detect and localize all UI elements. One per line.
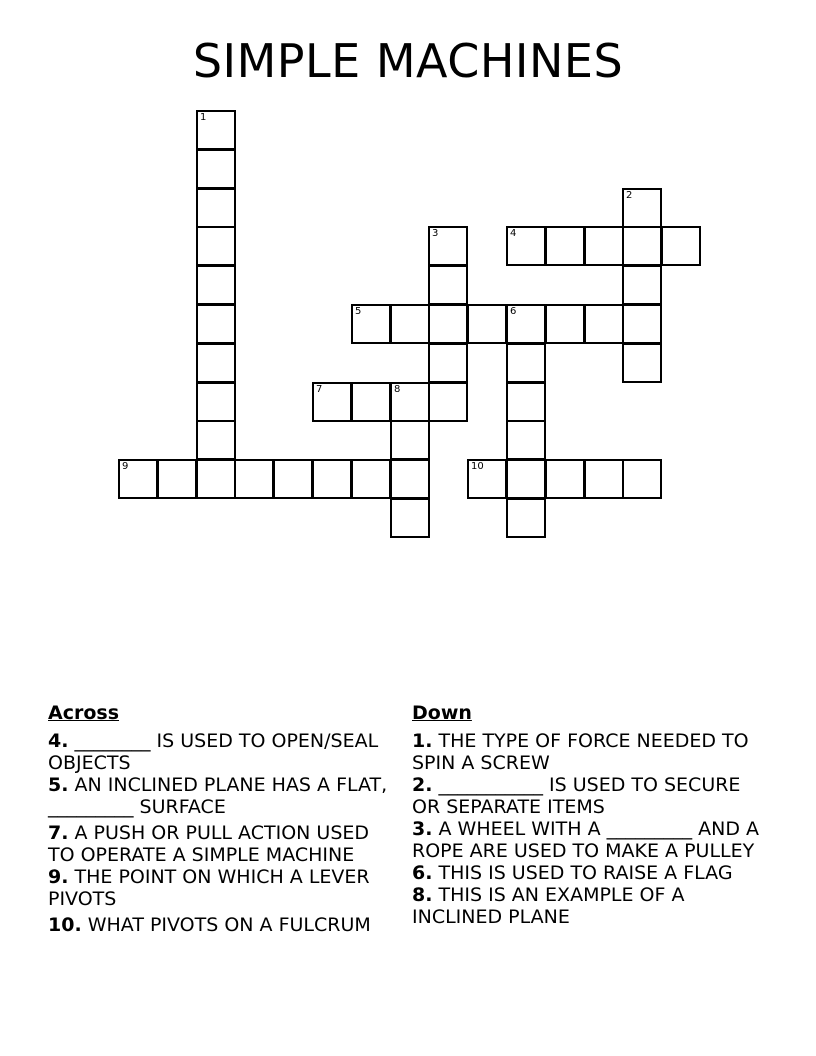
- crossword-cell[interactable]: [661, 226, 701, 266]
- clue-text: THIS IS USED TO RAISE A FLAG: [438, 862, 733, 884]
- across-heading: Across: [48, 702, 120, 724]
- crossword-cell[interactable]: [506, 382, 546, 422]
- crossword-cell[interactable]: [506, 498, 546, 538]
- cell-number: 3: [432, 228, 439, 239]
- crossword-cell[interactable]: [196, 265, 236, 305]
- cell-number: 1: [200, 112, 207, 123]
- crossword-cell[interactable]: [428, 382, 468, 422]
- crossword-cell[interactable]: [428, 304, 468, 344]
- crossword-cell[interactable]: [196, 459, 236, 499]
- clue-down-6: [412, 862, 762, 884]
- crossword-cell[interactable]: [196, 382, 236, 422]
- cell-number: 7: [316, 384, 323, 395]
- crossword-cell[interactable]: [506, 343, 546, 383]
- crossword-cell[interactable]: [506, 226, 546, 266]
- crossword-cell[interactable]: [273, 459, 313, 499]
- clue-number: 2.: [412, 774, 433, 796]
- crossword-cell[interactable]: [428, 343, 468, 383]
- across-clues: [48, 702, 388, 936]
- clue-text: THIS IS AN EXAMPLE OF A INCLINED PLANE: [412, 884, 685, 928]
- clue-text: ________ IS USED TO OPEN/SEAL OBJECTS: [48, 730, 379, 774]
- crossword-cell[interactable]: [196, 149, 236, 189]
- cell-number: 6: [510, 306, 517, 317]
- crossword-cell[interactable]: [351, 382, 391, 422]
- clue-down-1: [412, 730, 762, 774]
- crossword-cell[interactable]: [390, 420, 430, 460]
- clue-down-3: [412, 818, 762, 862]
- crossword-cell[interactable]: [312, 459, 352, 499]
- clue-across-9: [48, 866, 388, 910]
- crossword-cell[interactable]: [390, 382, 430, 422]
- crossword-cell[interactable]: [196, 343, 236, 383]
- clue-number: 3.: [412, 818, 433, 840]
- clue-number: 4.: [48, 730, 69, 752]
- crossword-cell[interactable]: [467, 459, 507, 499]
- crossword-cell[interactable]: [390, 304, 430, 344]
- cell-number: 10: [471, 461, 484, 472]
- crossword-cell[interactable]: [622, 226, 662, 266]
- crossword-cell[interactable]: [545, 304, 585, 344]
- crossword-cell[interactable]: [196, 304, 236, 344]
- clue-across-7: [48, 822, 388, 866]
- crossword-cell[interactable]: [428, 226, 468, 266]
- cell-number: 8: [394, 384, 401, 395]
- page-title: SIMPLE MACHINES: [192, 34, 624, 88]
- clue-text: THE POINT ON WHICH A LEVER PIVOTS: [48, 866, 370, 910]
- clue-across-10: [48, 914, 388, 936]
- clue-number: 5.: [48, 774, 69, 796]
- crossword-cell[interactable]: [196, 226, 236, 266]
- crossword-cell[interactable]: [622, 265, 662, 305]
- clue-number: 10.: [48, 914, 82, 936]
- clue-number: 1.: [412, 730, 433, 752]
- down-heading: Down: [412, 702, 472, 724]
- crossword-cell[interactable]: [584, 459, 624, 499]
- cell-number: 5: [355, 306, 362, 317]
- clue-text: A PUSH OR PULL ACTION USED TO OPERATE A SIMPLE MACHINE: [48, 822, 370, 866]
- cell-number: 4: [510, 228, 517, 239]
- clue-text: ___________ IS USED TO SECURE OR SEPARATE ITEMS: [412, 774, 741, 818]
- clue-number: 9.: [48, 866, 69, 888]
- crossword-cell[interactable]: [351, 459, 391, 499]
- crossword-cell[interactable]: [506, 304, 546, 344]
- crossword-cell[interactable]: [545, 226, 585, 266]
- clue-across-4: [48, 730, 388, 774]
- crossword-cell[interactable]: [428, 265, 468, 305]
- crossword-cell[interactable]: [234, 459, 274, 499]
- crossword-cell[interactable]: [622, 188, 662, 228]
- down-clues: [412, 702, 762, 928]
- crossword-cell[interactable]: [467, 304, 507, 344]
- clue-number: 7.: [48, 822, 69, 844]
- clue-down-8: [412, 884, 762, 928]
- crossword-cell[interactable]: [622, 343, 662, 383]
- clue-text: THE TYPE OF FORCE NEEDED TO SPIN A SCREW: [412, 730, 749, 774]
- crossword-cell[interactable]: [351, 304, 391, 344]
- clue-text: AN INCLINED PLANE HAS A FLAT, _________ SURFACE: [48, 774, 388, 818]
- clue-number: 8.: [412, 884, 433, 906]
- crossword-cell[interactable]: [584, 226, 624, 266]
- clue-text: A WHEEL WITH A _________ AND A ROPE ARE USED TO MAKE A PULLEY: [412, 818, 760, 862]
- crossword-cell[interactable]: [312, 382, 352, 422]
- crossword-cell[interactable]: [545, 459, 585, 499]
- crossword-cell[interactable]: [390, 498, 430, 538]
- crossword-cell[interactable]: [622, 459, 662, 499]
- cell-number: 2: [626, 190, 633, 201]
- clue-text: WHAT PIVOTS ON A FULCRUM: [87, 914, 371, 936]
- crossword-cell[interactable]: [157, 459, 197, 499]
- crossword-cell[interactable]: [584, 304, 624, 344]
- crossword-cell[interactable]: [390, 459, 430, 499]
- crossword-cell[interactable]: [506, 420, 546, 460]
- crossword-cell[interactable]: [196, 110, 236, 150]
- crossword-cell[interactable]: [196, 420, 236, 460]
- crossword-cell[interactable]: [196, 188, 236, 228]
- clue-number: 6.: [412, 862, 433, 884]
- cell-number: 9: [122, 461, 129, 472]
- crossword-cell[interactable]: [118, 459, 158, 499]
- clue-across-5: [48, 774, 388, 818]
- crossword-cell[interactable]: [622, 304, 662, 344]
- crossword-cell[interactable]: [506, 459, 546, 499]
- clue-down-2: [412, 774, 762, 818]
